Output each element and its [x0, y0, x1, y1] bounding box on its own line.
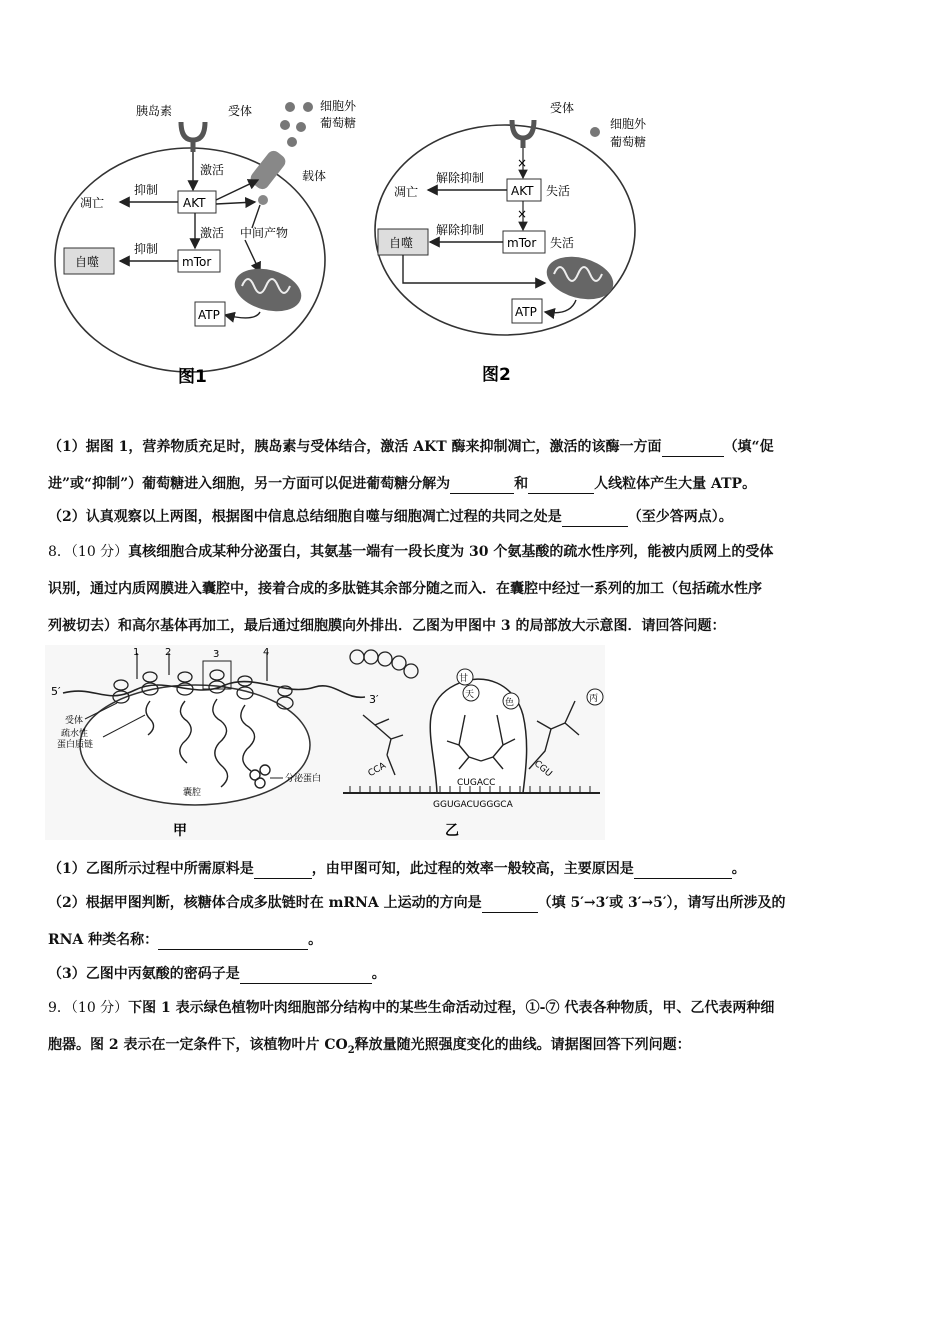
caption-jia: 甲 [173, 823, 187, 839]
aa-gan: 甘 [459, 674, 469, 684]
q8-sub3 [48, 964, 908, 984]
anticodon-cugacc: CUGACC [457, 778, 496, 788]
release-label-1: 解除抑制 [436, 171, 485, 185]
inhibit-label-2: 抑制 [134, 242, 159, 256]
q8-sub2-line2 [48, 930, 908, 950]
akt-label: AKT [183, 196, 206, 210]
mtor-label-2: mTor [507, 236, 537, 250]
mrna-sequence: GGUGACUGGGCA [433, 800, 513, 810]
q7-part2 [48, 507, 908, 527]
q7-p1d: 和 [514, 476, 529, 492]
atp-label-2: ATP [515, 305, 537, 319]
inhibit-label-1: 抑制 [134, 183, 159, 197]
activate-label-1: 激活 [200, 163, 225, 177]
secreted-protein-label: 分泌蛋白 [285, 774, 322, 784]
q8-l2: 识别，通过内质网膜进入囊腔中，接着合成的多肽链其余部分随之而入．在囊腔中经过一系列的加工（包括疏水性序 [48, 581, 762, 597]
er-lumen [80, 685, 310, 805]
mitochondrion-icon [230, 262, 306, 318]
answer-blank[interactable] [158, 934, 308, 950]
glucose-outside-dots [280, 102, 313, 147]
figure-1-akt-diagram [50, 90, 357, 390]
apoptosis-label: 凋亡 [80, 196, 105, 210]
q9-l2a: 胞器。图 2 表示在一定条件下，该植物叶片 CO [48, 1037, 348, 1053]
q8-s1b: ，由甲图可知，此过程的效率一般较高，主要原因是 [311, 861, 634, 877]
q8-l3: 列被切去）和高尔基体再加工，最后通过细胞膜向外排出．乙图为甲图中 3 的局部放大示意图．请回答问题： [48, 618, 726, 634]
anticodon-cgu: CGU [531, 758, 554, 780]
receptor-label: 受体 [228, 104, 253, 118]
q7-p1a: （1）据图 1，营养物质充足时，胰岛素与受体结合，激活 AKT 酶来抑制凋亡，激活的该酶一方面 [48, 439, 662, 455]
mtor-label: mTor [182, 255, 212, 269]
anticodon-cca: CCA [366, 761, 388, 780]
q8-s2b: （填 5′→3′或 3′→5′），请写出所涉及的 [537, 895, 786, 911]
q9-l2b: 释放量随光照强度变化的曲线。请据图回答下列问题： [354, 1037, 691, 1053]
label-1: 1 [133, 647, 140, 658]
label-2: 2 [165, 647, 172, 658]
q8-sub1 [48, 859, 908, 879]
akt-label-2: AKT [511, 184, 534, 198]
answer-blank[interactable] [254, 863, 312, 879]
receptor-label-2: 受体 [550, 101, 575, 115]
apoptosis-label-2: 凋亡 [394, 185, 419, 199]
receptor-label-jia: 受体 [65, 716, 84, 726]
x-mark-1: × [517, 156, 528, 170]
q8-intro-line1 [48, 542, 908, 562]
five-prime: 5′ [51, 685, 61, 698]
hydrophobic-label-2: 蛋白质链 [57, 740, 94, 750]
q9-number: 9．（10 分） [48, 1000, 129, 1016]
q8-number: 8．（10 分） [48, 544, 129, 560]
figure-1-caption: 图1 [178, 367, 207, 387]
glucose-outside-label-2b: 葡萄糖 [610, 135, 647, 149]
release-label-2: 解除抑制 [436, 223, 485, 237]
q7-part1-line1 [48, 437, 908, 457]
figure-2-caption: 图2 [482, 365, 511, 385]
q7-p1e: 人线粒体产生大量 ATP。 [594, 476, 757, 492]
glucose-outside-label-2: 葡萄糖 [320, 116, 357, 130]
atp-label: ATP [198, 308, 220, 322]
figure-2-akt-diagram [370, 90, 670, 390]
q8-s2a: （2）根据甲图判断，核糖体合成多肽链时在 mRNA 上运动的方向是 [48, 895, 482, 911]
q8-intro-line3 [48, 616, 908, 636]
q9-line1 [48, 998, 908, 1018]
x-mark-2: × [517, 207, 528, 221]
answer-blank[interactable] [240, 968, 372, 984]
q8-s2c: RNA 种类名称： [48, 932, 159, 948]
aa-bing: 丙 [589, 694, 599, 704]
q8-s3a: （3）乙图中丙氨酸的密码子是 [48, 966, 240, 982]
q8-s1c: 。 [731, 861, 746, 877]
aa-tian: 天 [465, 690, 475, 700]
answer-blank[interactable] [450, 478, 514, 494]
answer-blank[interactable] [482, 897, 538, 913]
q8-s3b: 。 [371, 966, 386, 982]
activate-label-2: 激活 [200, 226, 225, 240]
q8-sub2-line1 [48, 893, 908, 913]
carrier-shape [248, 148, 288, 192]
q7-p1c: 进”或“抑制”）葡萄糖进入细胞，另一方面可以促进葡萄糖分解为 [48, 476, 451, 492]
figure-jia-yi [45, 645, 605, 840]
q7-part1-line2 [48, 474, 908, 494]
three-prime: 3′ [369, 693, 379, 706]
q7-p2a: （2）认真观察以上两图，根据图中信息总结细胞自噬与细胞凋亡过程的共同之处是 [48, 509, 562, 525]
receptor-shape [181, 122, 205, 140]
inactive-label-2: 失活 [550, 236, 575, 250]
aa-se: 色 [505, 698, 515, 708]
label-4: 4 [263, 647, 270, 658]
autophagy-label-2: 自噬 [389, 236, 414, 250]
q7-p1b: （填“促 [723, 439, 774, 455]
answer-blank[interactable] [528, 478, 594, 494]
q9-l2sub: 2 [347, 1044, 355, 1056]
mitochondrion-icon-2 [542, 250, 618, 306]
answer-blank[interactable] [562, 511, 628, 527]
answer-blank[interactable] [662, 441, 724, 457]
q9-line2 [48, 1035, 908, 1061]
intermediate-label: 中间产物 [240, 226, 289, 240]
hydrophobic-label-1: 疏水性 [61, 729, 89, 739]
answer-blank[interactable] [634, 863, 732, 879]
label-3: 3 [213, 649, 220, 660]
glucose-outside-label-1: 细胞外 [320, 99, 357, 113]
q9-l1: 下图 1 表示绿色植物叶肉细胞部分结构中的某些生命活动过程，①-⑦ 代表各种物质，甲、乙代表两种细 [128, 1000, 775, 1016]
inactive-label-1: 失活 [546, 184, 571, 198]
q8-intro-line2 [48, 579, 908, 599]
q8-s1a: （1）乙图所示过程中所需原料是 [48, 861, 254, 877]
caption-yi: 乙 [445, 823, 459, 839]
carrier-label: 载体 [302, 169, 327, 183]
q8-l1: 真核细胞合成某种分泌蛋白，其氨基一端有一段长度为 30 个氨基酸的疏水性序列，能被内质网上的受体 [128, 544, 774, 560]
autophagy-label: 自噬 [75, 255, 100, 269]
glucose-outside-label-2a: 细胞外 [610, 117, 647, 131]
q7-p2b: （至少答两点）。 [627, 509, 733, 525]
lumen-label: 囊腔 [183, 788, 202, 798]
q8-s2d: 。 [308, 932, 323, 948]
insulin-label: 胰岛素 [136, 104, 173, 118]
